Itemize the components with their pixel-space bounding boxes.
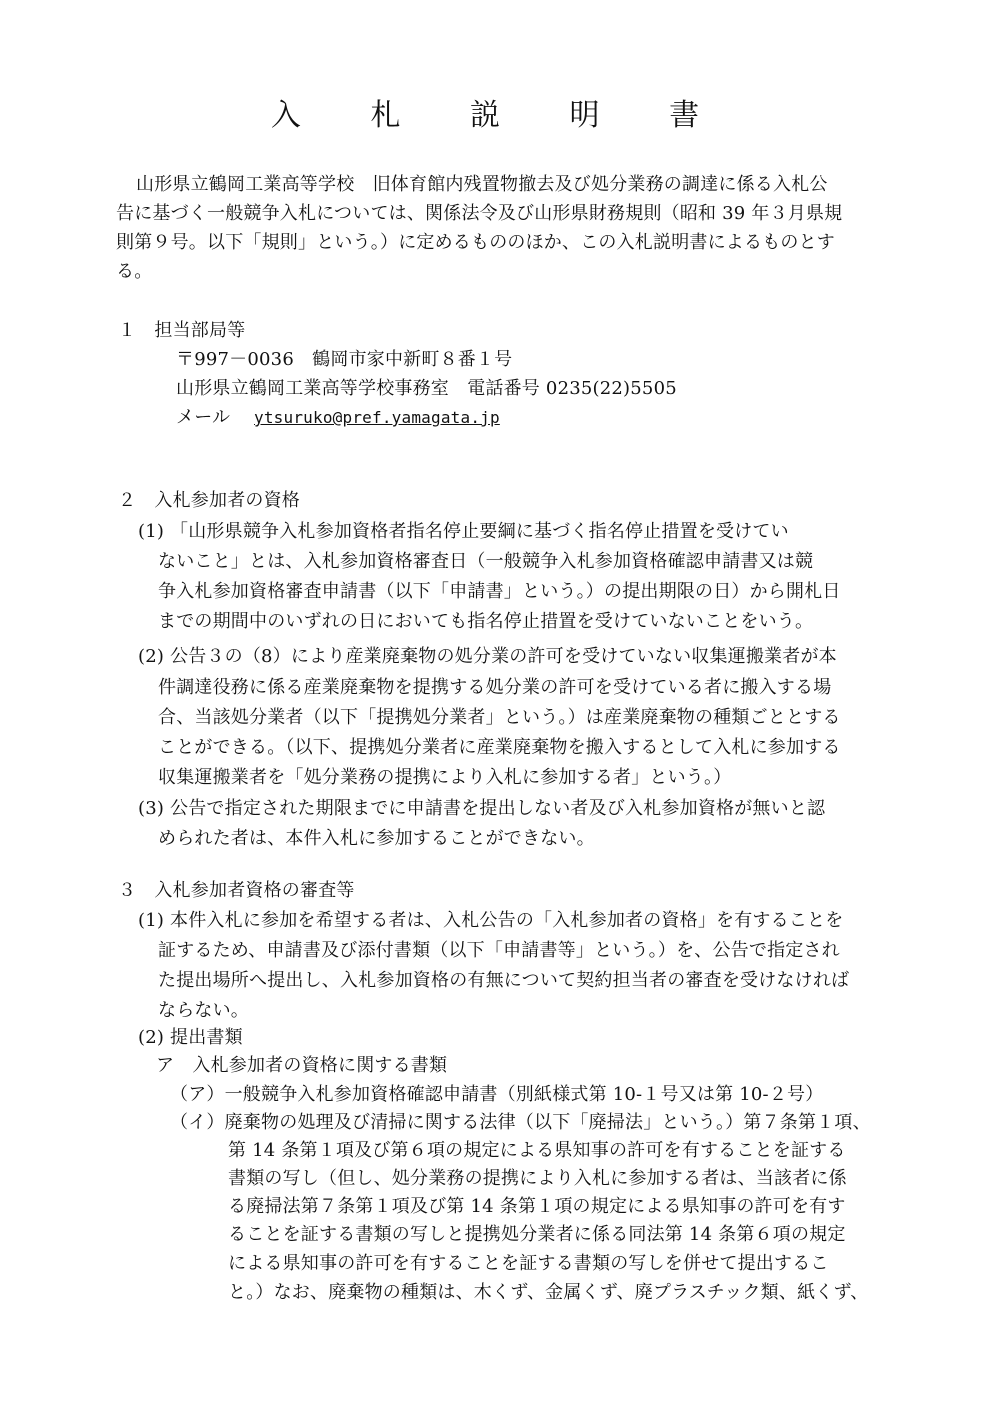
section3-line-9: 第 14 条第１項及び第６項の規定による県知事の許可を有することを証する <box>228 1140 846 1161</box>
section3-line-8: （イ）廃棄物の処理及び清掃に関する法律（以下「廃掃法」という。）第７条第１項、 <box>170 1112 871 1133</box>
section3-line-10: 書類の写し（但し、処分業務の提携により入札に参加する者は、当該者に係 <box>228 1168 847 1189</box>
intro-line-3: 則第９号。以下「規則」という。）に定めるもののほか、この入札説明書によるものとす <box>116 232 835 253</box>
section2-line-8: ことができる。（以下、提携処分業者に産業廃棄物を搬入するとして入札に参加する <box>158 737 841 758</box>
section2-line-11: められた者は、本件入札に参加することができない。 <box>158 828 595 849</box>
section2-line-10: (3) 公告で指定された期限までに申請書を提出しない者及び入札参加資格が無いと認 <box>138 798 826 819</box>
section2-line-6: 件調達役務に係る産業廃棄物を提携する処分業の許可を受けている者に搬入する場 <box>158 677 832 698</box>
section2-line-7: 合、当該処分業者（以下「提携処分業者」という。）は産業廃棄物の種類ごととする <box>158 707 841 728</box>
section1-address: 〒997－0036 鶴岡市家中新町８番１号 <box>176 349 513 370</box>
section1-mail-link[interactable]: ytsuruko@pref.yamagata.jp <box>254 408 500 427</box>
section2-heading: ２ 入札参加者の資格 <box>118 490 300 511</box>
section3-line-5: (2) 提出書類 <box>138 1027 243 1048</box>
intro-line-2: 告に基づく一般競争入札については、関係法令及び山形県財務規則（昭和 39 年３月県規 <box>116 203 843 224</box>
section1-mail-label: メール <box>176 407 231 428</box>
section2-line-3: 争入札参加資格審査申請書（以下「申請書」という。）の提出期限の日）から開札日 <box>158 581 841 602</box>
section2-line-2: ないこと」とは、入札参加資格審査日（一般競争入札参加資格確認申請書又は競 <box>158 551 814 572</box>
section1-heading: １ 担当部局等 <box>118 320 246 341</box>
section3-heading: ３ 入札参加者資格の審査等 <box>118 880 355 901</box>
section3-line-1: (1) 本件入札に参加を希望する者は、入札公告の「入札参加者の資格」を有することを <box>138 910 844 931</box>
document-title: 入 札 説 明 書 <box>270 98 730 133</box>
section3-line-2: 証するため、申請書及び添付書類（以下「申請書等」という。）を、公告で指定され <box>158 940 840 961</box>
section1-office: 山形県立鶴岡工業高等学校事務室 電話番号 0235(22)5505 <box>176 378 677 399</box>
section3-line-12: ることを証する書類の写しと提携処分業者に係る同法第 14 条第６項の規定 <box>228 1224 846 1245</box>
section3-line-4: ならない。 <box>158 1000 249 1021</box>
section2-line-9: 収集運搬業者を「処分業務の提携により入札に参加する者」という。） <box>158 767 732 788</box>
section2-line-4: までの期間中のいずれの日においても指名停止措置を受けていないことをいう。 <box>158 611 814 632</box>
section3-line-3: た提出場所へ提出し、入札参加資格の有無について契約担当者の審査を受けなければ <box>158 970 850 991</box>
section3-line-14: と。）なお、廃棄物の種類は、木くず、金属くず、廃プラスチック類、紙くず、 <box>228 1282 869 1303</box>
section3-line-13: による県知事の許可を有することを証する書類の写しを併せて提出するこ <box>228 1253 829 1274</box>
section3-line-6: ア 入札参加者の資格に関する書類 <box>156 1055 448 1076</box>
section3-line-11: る廃掃法第７条第１項及び第 14 条第１項の規定による県知事の許可を有す <box>228 1196 846 1217</box>
intro-line-4: る。 <box>116 261 153 282</box>
section2-line-5: (2) 公告３の（8）により産業廃棄物の処分業の許可を受けていない収集運搬業者が本 <box>138 646 837 667</box>
intro-line-1: 山形県立鶴岡工業高等学校 旧体育館内残置物撤去及び処分業務の調達に係る入札公 <box>136 174 828 195</box>
section2-line-1: (1) 「山形県競争入札参加資格者指名停止要綱に基づく指名停止措置を受けてい <box>138 521 789 542</box>
section3-line-7: （ア）一般競争入札参加資格確認申請書（別紙様式第 10‐１号又は第 10‐２号） <box>170 1084 824 1105</box>
